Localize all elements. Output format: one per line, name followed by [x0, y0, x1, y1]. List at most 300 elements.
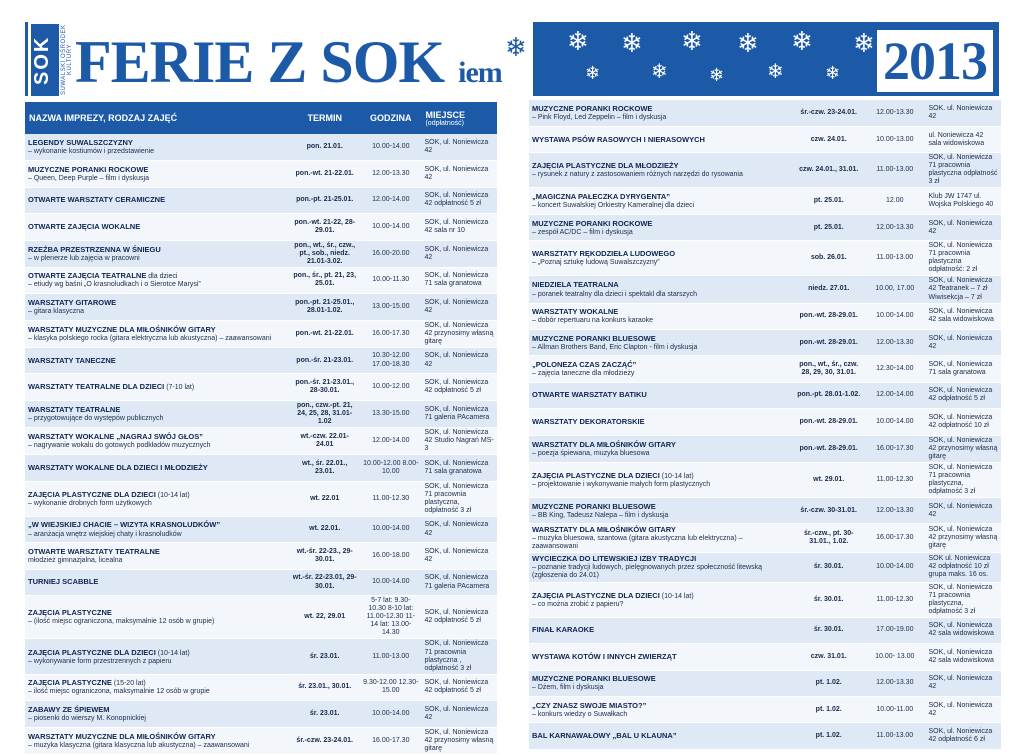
event-date: pon.-wt. 28-29.01. [793, 435, 864, 462]
event-place: SOK, ul. Noniewicza 42 [421, 543, 497, 570]
poster-title [75, 28, 502, 97]
event-place: SOK, ul. Noniewicza 42 [925, 670, 1001, 696]
event-title: MUZYCZNE PORANKI ROCKOWE [532, 218, 653, 228]
event-time: 11.00-13.00 [360, 639, 421, 674]
event-time: 16.00-20.00 [360, 240, 421, 267]
event-cell [25, 240, 289, 267]
event-place: SOK, ul. Noniewicza 71 pracownia plastyczna odpłatność 3 zł [925, 153, 1001, 188]
snowflake-icon: ❄ [681, 26, 703, 56]
event-cell [25, 161, 289, 188]
event-place: ul. Noniewicza 42 sala widowiskowa [925, 126, 1001, 152]
event-date: pt. 1.02. [793, 723, 864, 749]
event-description: – gitara klasyczna [28, 307, 85, 315]
event-date: wt.-śr. 22-23.01, 29-30.01. [289, 569, 360, 596]
event-cell [529, 524, 793, 553]
event-description: – konkurs wiedzy o Suwałkach [532, 710, 628, 718]
event-title-tail: (15-20 lat) [111, 680, 146, 688]
event-time: 10.00-11.00 [864, 696, 925, 722]
event-place: SOK, ul. Noniewicza 42 odpłatność 5 zł [421, 596, 497, 639]
event-cell [25, 427, 289, 454]
event-title: WARSZTATY MUZYCZNE DLA MIŁOŚNIKÓW GITARY [28, 324, 216, 334]
table-row [529, 382, 1001, 408]
event-place: SOK, ul. Noniewicza 42 odpłatność 5 zł [421, 374, 497, 401]
event-date: wt.-śr. 22-23., 29-30.01. [289, 543, 360, 570]
event-time: 12.00-14.00 [360, 187, 421, 214]
column-header-place-sub: (odpłatność) [425, 119, 464, 127]
event-title: WARSZTATY MUZYCZNE DLA MIŁOŚNIKÓW GITARY [28, 731, 216, 741]
event-description: – piosenki do wierszy M. Konopnickiej [28, 714, 146, 722]
table-row [529, 214, 1001, 240]
event-cell [25, 481, 289, 516]
event-title-tail: (10-14 lat) [155, 491, 190, 499]
event-date: pon., wt., śr., czw., pt., sob., niedz. 21.01-3.02. [289, 240, 360, 267]
event-cell [529, 382, 793, 408]
event-place: SOK, ul. Noniewicza 42 [421, 347, 497, 374]
table-row [529, 241, 1001, 276]
event-time: 10.00-14.00 [360, 701, 421, 728]
event-place: SOK, ul. Noniewicza 71 galeria PAcamera [421, 400, 497, 427]
event-time: 12.00-13.30 [864, 100, 925, 126]
table-row [25, 240, 497, 267]
event-description: – aranżacja wnętrz wiejskiej chaty i krasnoludków [28, 530, 182, 538]
event-date: śr.-czw. 23-24.01. [289, 727, 360, 754]
event-cell [25, 134, 289, 161]
event-time: 10.00-14.00 [864, 409, 925, 435]
event-time: 12.00-13.30 [864, 497, 925, 523]
event-time: 10.00-14.00 [864, 303, 925, 329]
event-title: WARSZTATY TEATRALNE [28, 404, 121, 414]
event-cell [25, 320, 289, 347]
event-place: SOK, ul. Noniewicza 42 [925, 696, 1001, 722]
event-title: WYCIECZKA DO LITEWSKIEJ IZBY TRADYCJI [532, 554, 697, 564]
event-title: OTWARTE ZAJĘCIA TEATRALNE [28, 271, 147, 281]
table-row [529, 670, 1001, 696]
event-title: ZAJĘCIA PLASTYCZNE DLA DZIECI [532, 470, 660, 480]
table-row [25, 596, 497, 639]
event-time: 16.00-17.30 [360, 727, 421, 754]
event-description: – Pink Floyd, Led Zeppelin – film i dyskusja [532, 113, 667, 121]
event-title: WARSZTATY WOKALNE „NAGRAJ SWÓJ GŁOS” [28, 431, 204, 441]
event-title: ZAJĘCIA PLASTYCZNE [28, 678, 112, 688]
event-title: WARSZTATY TANECZNE [28, 355, 116, 365]
event-title: MUZYCZNE PORANKI BLUESOWE [532, 501, 656, 511]
event-title: BAL KARNAWAŁOWY „BAL U KLAUNA” [532, 730, 677, 740]
event-time: 17.00-19.00 [864, 617, 925, 643]
event-time: 12.30-14.00 [864, 356, 925, 382]
event-title: WARSZTATY WOKALNE [532, 307, 619, 317]
table-row [529, 723, 1001, 749]
event-description: – Queen, Deep Purple – film i dyskusja [28, 174, 150, 182]
event-title: RZEŹBA PRZESTRZENNA W ŚNIEGU [28, 244, 161, 254]
event-description: – wykonanie kostiumów i przedstawienie [28, 148, 155, 155]
snowflake-icon: ❄ [853, 28, 875, 58]
event-description: – klasyka polskiego rocka (gitara elektryczna lub akustyczna) – zaawansowani [28, 334, 272, 342]
table-row [25, 543, 497, 570]
column-header-date: TERMIN [289, 102, 360, 134]
table-row [25, 569, 497, 596]
event-title: WYSTAWA KOTÓW I INNYCH ZWIERZĄT [532, 651, 677, 661]
event-description: – Allman Brothers Band, Eric Clapton - film i dyskusja [532, 343, 698, 351]
table-row [529, 276, 1001, 303]
logo-letters: SOK [31, 24, 59, 96]
event-description: – projektowanie i wykonywanie małych form plastycznych [532, 480, 711, 488]
event-place: SOK, ul. Noniewicza 71 galeria PAcamera [421, 569, 497, 596]
event-place: Klub JW 1747 ul. Wojska Polskiego 40 [925, 188, 1001, 214]
event-cell [529, 435, 793, 462]
event-time: 10.00-14.00 [864, 553, 925, 582]
event-title: ZAJĘCIA PLASTYCZNE [28, 608, 112, 618]
event-date: śr.-czw., pt. 30-31.01., 1.02. [793, 524, 864, 553]
event-title: „POLONEZA CZAS ZACZĄĆ” [532, 360, 637, 369]
event-place: SOK, ul. Noniewicza 71 sala granatowa [421, 455, 497, 482]
table-row [529, 356, 1001, 382]
poster-year: 2013 [877, 30, 993, 92]
table-row [25, 701, 497, 728]
event-date: pt. 25.01. [793, 188, 864, 214]
event-title: ZABAWY ZE ŚPIEWEM [28, 704, 110, 714]
event-date: pon.-śr. 21-23.01., 28-30.01. [289, 374, 360, 401]
table-row [25, 161, 497, 188]
event-place: SOK, ul. Noniewicza 42 [421, 161, 497, 188]
event-place: SOK, ul. Noniewicza 42 odpłatność 5 zł [421, 187, 497, 214]
event-place: SOK. ul. Noniewicza 42 [925, 100, 1001, 126]
event-date: wt.-czw. 22.01-24.01 [289, 427, 360, 454]
event-date: wt. 22, 29.01 [289, 596, 360, 639]
event-date: śr. 23.01. [289, 701, 360, 728]
event-description: – w plenerze lub zajęcia w pracowni [28, 254, 140, 262]
event-date: pt. 1.02. [793, 670, 864, 696]
table-row [529, 497, 1001, 523]
event-cell [529, 497, 793, 523]
event-title: „W WIEJSKIEJ CHACIE – WIZYTA KRASNOLUDKÓW” [28, 520, 221, 530]
event-time: 13.00-15.00 [360, 294, 421, 321]
event-date: śr. 23.01., 30.01. [289, 674, 360, 701]
event-cell [25, 569, 289, 596]
event-cell [529, 214, 793, 240]
event-description: – poznanie tradycji ludowych, pielęgnowanych przez społeczność litewską (zgłoszenia do 24.01) [532, 564, 762, 580]
event-date: sob. 26.01. [793, 241, 864, 276]
event-place: SOK, ul. Noniewicza 71 pracownia plastyczna , odpłatność 3 zł [421, 639, 497, 674]
event-date: pon. 21.01. [289, 134, 360, 161]
event-time: 12.00-14.00 [864, 382, 925, 408]
table-row [529, 329, 1001, 355]
event-time: 12.00-13.30 [360, 161, 421, 188]
event-time: 9.30-12.00 12.30-15.00 [360, 674, 421, 701]
event-time: 16.00-17.30 [864, 435, 925, 462]
event-cell [529, 188, 793, 214]
event-cell [529, 644, 793, 670]
event-time: 11.00-12.30 [864, 462, 925, 497]
event-date: pon.-wt. 28-29.01. [793, 303, 864, 329]
event-date: czw. 24.01., 31.01. [793, 153, 864, 188]
event-description: – zespół AC/DC – film i dyskusja [532, 228, 633, 236]
table-row [25, 727, 497, 754]
event-time: 12.00-13.30 [864, 329, 925, 355]
event-place: SOK, ul. Noniewicza 42 przynosimy własną gitarę [421, 320, 497, 347]
event-date: wt. 22.01 [289, 481, 360, 516]
event-place: SOK, ul. Noniewicza 42 [925, 497, 1001, 523]
snowflake-icon: ❄ [767, 61, 784, 83]
schedule-table-right [529, 100, 1001, 750]
event-cell [25, 374, 289, 401]
table-row [25, 481, 497, 516]
event-time: 10.00- 13.00 [864, 644, 925, 670]
table-row [529, 553, 1001, 582]
event-time: 11.00-12.30 [360, 481, 421, 516]
event-time: 10.00-14.00 [360, 569, 421, 596]
event-date: śr.-czw. 30-31.01. [793, 497, 864, 523]
schedule-rows-right [529, 100, 1001, 749]
event-cell [25, 347, 289, 374]
event-cell [529, 303, 793, 329]
event-description: – (ilość miejsc ograniczona, maksymalnie 12 osób w grupie) [28, 618, 215, 626]
event-place: SOK, ul. Noniewicza 71 pracownia plastyczna, odpłatność 3 zł [421, 481, 497, 516]
event-cell [25, 701, 289, 728]
event-place: SOK ul. Noniewicza 42 odpłatność 10 zł grupa maks. 16 os. [925, 553, 1001, 582]
event-date: pt. 25.01. [793, 214, 864, 240]
event-description: – nagrywanie wokalu do gotowych podkładów muzycznych [28, 441, 211, 449]
event-time: 11.00-13.00 [864, 153, 925, 188]
event-time: 11.00-13.00 [864, 241, 925, 276]
table-row [529, 303, 1001, 329]
event-description: – poezja śpiewana, muzyka bluesowa [532, 449, 650, 457]
table-row [25, 320, 497, 347]
event-title: OTWARTE WARSZTATY BATIKU [532, 390, 647, 400]
event-description: – koncert Suwalskiej Orkiestry Kameralnej dla dzieci [532, 202, 695, 210]
sok-logo [25, 22, 71, 96]
event-place: SOK, ul. Noniewicza 42 [421, 134, 497, 161]
event-cell [25, 267, 289, 294]
event-cell [529, 462, 793, 497]
event-date: czw. 24.01. [793, 126, 864, 152]
event-description: – przygotowujące do występów publicznych [28, 414, 164, 422]
event-description: – zajęcia taneczne dla młodzieży [532, 370, 635, 378]
event-place: SOK, ul. Noniewicza 42 odpłatność 5 zł [925, 382, 1001, 408]
event-date: pon.-wt. 21-22.01. [289, 320, 360, 347]
table-row [25, 400, 497, 427]
event-description: – poranek teatralny dla dzieci i spektakl dla starszych [532, 290, 697, 298]
event-cell [529, 617, 793, 643]
event-cell [529, 670, 793, 696]
snowflake-icon: ❄ [567, 26, 589, 56]
event-title: WARSZTATY DEKORATORSKIE [532, 416, 645, 426]
table-header-row [25, 102, 497, 134]
event-title: WARSZTATY DLA MIŁOŚNIKÓW GITARY [532, 439, 676, 449]
table-row [529, 435, 1001, 462]
schedule-table-left [25, 102, 497, 755]
event-date: czw. 31.01. [793, 644, 864, 670]
event-place: SOK, ul. Noniewicza 71 sala granatowa [421, 267, 497, 294]
table-row [25, 267, 497, 294]
event-title: WARSZTATY TEATRALNE DLA DZIECI [28, 382, 165, 391]
event-description: – „Poznaj sztukę ludową Suwalszczyzny” [532, 259, 660, 267]
event-date: niedz. 27.01. [793, 276, 864, 303]
event-title-tail: (10-14 lat) [155, 649, 190, 657]
table-row [25, 674, 497, 701]
table-row [25, 374, 497, 401]
event-time: 10.00-12.00 [360, 374, 421, 401]
event-time: 10.00, 17.00 [864, 276, 925, 303]
table-row [529, 462, 1001, 497]
event-description: – co można zrobić z papieru? [532, 600, 624, 608]
poster-title-suffix: iem [458, 56, 502, 89]
event-title-tail: dla dzieci [146, 273, 178, 281]
event-date: pon.-wt. 21-22.01. [289, 161, 360, 188]
table-row [25, 639, 497, 674]
event-cell [25, 516, 289, 543]
table-row [25, 347, 497, 374]
table-row [25, 214, 497, 241]
table-row [25, 134, 497, 161]
event-title: MUZYCZNE PORANKI BLUESOWE [532, 674, 656, 684]
poster-title-main: FERIE Z SOK [75, 29, 445, 95]
event-title: MUZYCZNE PORANKI BLUESOWE [532, 333, 656, 343]
event-cell [25, 543, 289, 570]
event-time: 10.00-13.00 [864, 126, 925, 152]
event-title-tail: (7-10 lat) [164, 384, 195, 391]
event-place: SOK, ul. Noniewicza 42 [925, 329, 1001, 355]
event-description: – BB King, Tadeusz Nalepa – film i dyskusja [532, 511, 669, 519]
table-row [25, 516, 497, 543]
event-cell [529, 409, 793, 435]
event-date: pon., czw.-pt. 21, 24, 25, 28, 31.01-1.02 [289, 400, 360, 427]
event-date: pon.-pt. 28.01-1.02. [793, 382, 864, 408]
event-title: NIEDZIELA TEATRALNA [532, 280, 619, 290]
table-row [529, 644, 1001, 670]
poster-header [25, 22, 999, 96]
schedule-column-right [529, 100, 1001, 750]
snowflake-icon: ❄ [505, 32, 527, 62]
event-time: 16.00-17.30 [360, 320, 421, 347]
event-place: SOK, ul. Noniewicza 42 Teatranek – 7 zł Wiwisekcja – 7 zł [925, 276, 1001, 303]
event-time: 12.00-14.00 [360, 427, 421, 454]
event-date: pt. 1.02. [793, 696, 864, 722]
event-time: 10.00-14.00 [360, 516, 421, 543]
snowflake-banner [505, 22, 999, 96]
event-time: 12.00-13.30 [864, 214, 925, 240]
snowflake-icon: ❄ [651, 61, 668, 83]
event-description: – muzyka bluesowa, szantowa (gitara akustyczna lub elektryczna) – zaawansowani [532, 535, 743, 551]
event-title: MUZYCZNE PORANKI ROCKOWE [28, 164, 149, 174]
event-cell [529, 553, 793, 582]
event-time: 10.30-12.00 17.00-18.30 [360, 347, 421, 374]
event-place: SOK, ul. Noniewicza 42 sala widowiskowa [925, 617, 1001, 643]
event-date: pon.-pt. 21-25.01., 28.01-1.02. [289, 294, 360, 321]
column-header-time: GODZINA [360, 102, 421, 134]
event-description: – ilość miejsc ograniczona, maksymalnie 12 osób w grupie [28, 688, 210, 696]
event-date: śr.-czw. 23-24.01. [793, 100, 864, 126]
table-row [529, 409, 1001, 435]
event-date: pon.-wt. 21-22, 28-29.01. [289, 214, 360, 241]
event-cell [529, 100, 793, 126]
event-title: TURNIEJ SCABBLE [28, 577, 99, 587]
schedule-column-left [25, 102, 497, 755]
snowflake-icon: ❄ [737, 28, 759, 58]
event-place: SOK, ul. Noniewicza 42 Studio Nagrań MS-3 [421, 427, 497, 454]
event-date: pon.-wt. 28-29.01. [793, 329, 864, 355]
table-row [529, 153, 1001, 188]
event-place: SOK, ul. Noniewicza 42 [925, 214, 1001, 240]
event-title: WARSZTATY WOKALNE DLA DZIECI I MŁODZIEŻY [28, 462, 208, 472]
event-time: 10.00-12.00 8.00-10.00 [360, 455, 421, 482]
event-description: – wykonanie drobnych form użytkowych [28, 499, 152, 507]
event-date: wt. 29.01. [793, 462, 864, 497]
event-place: SOK, ul. Noniewicza 42 [421, 294, 497, 321]
event-cell [25, 400, 289, 427]
table-row [529, 188, 1001, 214]
event-title: LEGENDY SUWALSZCZYZNY [28, 137, 133, 147]
event-title: WARSZTATY DLA MIŁOŚNIKÓW GITARY [532, 525, 676, 535]
event-cell [529, 723, 793, 749]
event-description: – muzyka klasyczna (gitara klasyczna lub akustyczna) – zaawansowani [28, 741, 250, 749]
event-place: SOK, ul. Noniewicza 42 [421, 701, 497, 728]
table-row [529, 126, 1001, 152]
event-time: 16.00-17.30 [864, 524, 925, 553]
schedule-rows-left [25, 134, 497, 754]
event-time: 12.00-13.30 [864, 670, 925, 696]
event-place: SOK, ul. Noniewicza 42 sala widowiskowa [925, 303, 1001, 329]
event-description: młodzież gimnazjalna, licealna [28, 557, 123, 564]
snowflake-icon: ❄ [791, 26, 813, 56]
event-title: OTWARTE WARSZTATY TEATRALNE [28, 546, 160, 556]
event-date: śr. 23.01. [289, 639, 360, 674]
event-date: wt., śr. 22.01., 23.01. [289, 455, 360, 482]
event-cell [25, 214, 289, 241]
event-place: SOK, ul. Noniewicza 42 przynosimy własną gitarę [925, 524, 1001, 553]
event-description: – wykonywanie form przestrzennych z papieru [28, 657, 172, 665]
event-cell [529, 356, 793, 382]
event-cell [529, 696, 793, 722]
event-description: – etiudy wg baśni „O krasnoludkach i o Sierotce Marysi” [28, 281, 201, 289]
event-title: ZAJĘCIA PLASTYCZNE DLA DZIECI [28, 647, 156, 657]
event-cell [529, 329, 793, 355]
event-place: SOK, ul. Noniewicza 42 [421, 240, 497, 267]
event-title: ZAJĘCIA PLASTYCZNE DLA DZIECI [532, 590, 660, 600]
event-time: 10.00-14.00 [360, 134, 421, 161]
snowflake-icon: ❄ [621, 28, 643, 58]
event-place: SOK, ul. Noniewicza 42 sala nr 10 [421, 214, 497, 241]
event-cell [25, 596, 289, 639]
event-time: 10.00-14.00 [360, 214, 421, 241]
event-time: 13.30-15.00 [360, 400, 421, 427]
event-date: śr. 30.01. [793, 582, 864, 617]
event-place: SOK, ul. Noniewicza 42 przynosimy własną gitarę [925, 435, 1001, 462]
event-cell [529, 126, 793, 152]
table-row [529, 100, 1001, 126]
event-cell [25, 294, 289, 321]
event-title: ZAJĘCIA PLASTYCZNE DLA DZIECI [28, 489, 156, 499]
event-date: pon.-pt. 21-25.01. [289, 187, 360, 214]
table-row [25, 294, 497, 321]
event-cell [529, 276, 793, 303]
event-title: MUZYCZNE PORANKI ROCKOWE [532, 103, 653, 113]
event-date: wt. 22.01. [289, 516, 360, 543]
event-place: SOK, ul. Noniewicza 42 przynosimy własną gitarę [421, 727, 497, 754]
table-row [529, 582, 1001, 617]
event-description: – rysunek z natury z zastosowaniem różnych narzędzi do rysowania [532, 171, 743, 179]
table-row [529, 696, 1001, 722]
event-place: SOK, ul. Noniewicza 42 odpłatność 6 zł [925, 723, 1001, 749]
event-place: SOK, ul. Noniewicza 42 [421, 516, 497, 543]
event-cell [25, 187, 289, 214]
event-description: – dobór repertuaru na konkurs karaoke [532, 317, 654, 325]
event-cell [25, 674, 289, 701]
event-title: „MAGICZNA PAŁECZKA DYRYGENTA” [532, 192, 671, 202]
event-time: 10.00-11.30 [360, 267, 421, 294]
event-cell [25, 727, 289, 754]
table-row [25, 455, 497, 482]
snowflake-icon: ❄ [585, 63, 601, 83]
